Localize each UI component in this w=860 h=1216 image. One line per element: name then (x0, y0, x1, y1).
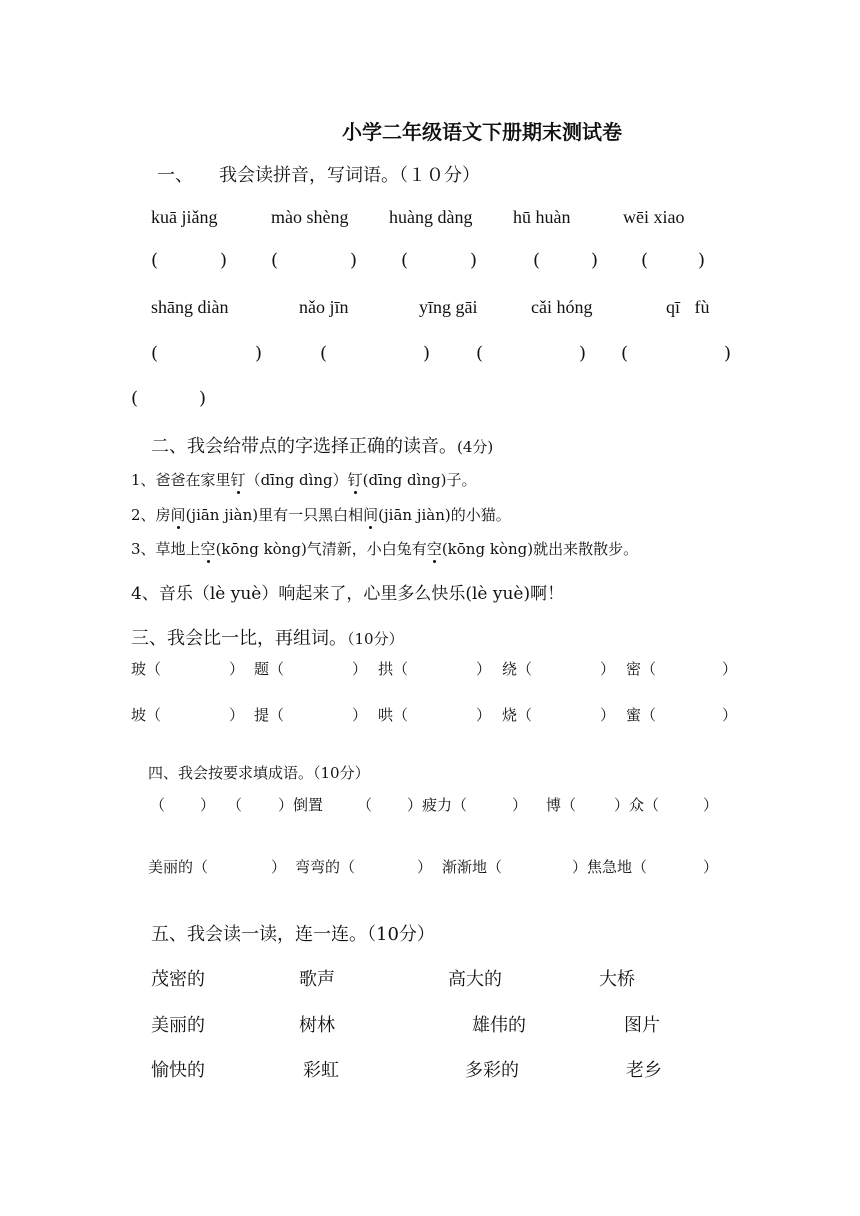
char-compare-close: ） (476, 660, 492, 678)
idiom-blank: ） (512, 796, 528, 814)
idiom-blank: ） (271, 858, 287, 876)
idiom-blank: ） (703, 796, 719, 814)
answer-blank-close: ) (579, 343, 587, 364)
char-compare-close: ） (600, 706, 616, 724)
section-1-heading: 我会读拼音，写词语。（１０分） (219, 165, 480, 186)
answer-blank-close: ) (423, 343, 431, 364)
question-2-2: 2、房间(jiān jiàn)里有一只黑白相间(jiān jiàn)的小猫。 (131, 506, 511, 524)
idiom-blank: ）疲力（ (407, 796, 468, 814)
section-3-heading: 三、我会比一比，再组词。 (131, 628, 347, 649)
idiom-blank: ）焦急地（ (572, 858, 648, 876)
question-2-3: 3、草地上空(kōng kòng)气清新，小白兔有空(kōng kòng)就出来散散步。 (131, 540, 639, 558)
match-word: 歌声 (299, 969, 335, 990)
match-word: 大桥 (599, 969, 635, 990)
section-3-heading-line (131, 624, 404, 650)
question-2-1: 1、爸爸在家里钉（dīng dìng）钉(dīng dìng)子。 (131, 471, 477, 489)
answer-blank-open: ( (151, 250, 159, 271)
section-2-heading-line (151, 432, 493, 458)
char-compare-item: 坡（ (131, 706, 162, 724)
match-word: 茂密的 (151, 969, 205, 990)
answer-blank-close: ) (591, 250, 599, 271)
pinyin-item: kuā jiǎng (151, 207, 218, 227)
section-2-score: (4分) (457, 438, 494, 456)
answer-blank-close: ) (350, 250, 358, 271)
page-title: 小学二年级语文下册期末测试卷 (342, 120, 622, 144)
char-compare-close: ） (352, 706, 368, 724)
idiom-blank: ） (417, 858, 433, 876)
idiom-blank: 渐渐地（ (442, 858, 503, 876)
idiom-blank: （ (150, 796, 166, 814)
char-compare-item: 拱（ (378, 660, 409, 678)
pinyin-item: mào shèng (271, 207, 349, 227)
match-word: 雄伟的 (472, 1015, 526, 1036)
answer-blank-open: ( (476, 343, 484, 364)
answer-blank-close: ) (255, 343, 263, 364)
dotted-char: 空 (426, 540, 442, 558)
pinyin-item: nǎo jīn (299, 297, 349, 317)
match-word: 老乡 (626, 1060, 662, 1081)
char-compare-item: 题（ (254, 660, 285, 678)
dotted-char: 钉 (230, 471, 246, 489)
char-compare-close: ） (352, 660, 368, 678)
answer-blank-close: ) (199, 388, 207, 409)
answer-blank-open: ( (131, 388, 139, 409)
char-compare-item: 绕（ (502, 660, 533, 678)
pinyin-item: huàng dàng (389, 207, 473, 227)
char-compare-close: ） (600, 660, 616, 678)
dotted-char: 间 (363, 506, 379, 524)
idiom-blank: 弯弯的（ (295, 858, 356, 876)
char-compare-item: 密（ (626, 660, 657, 678)
idiom-blank: 博（ (546, 796, 577, 814)
answer-blank-close: ) (220, 250, 228, 271)
question-2-4: 4、音乐（lè yuè）响起来了，心里多么快乐(lè yuè)啊！ (131, 584, 565, 604)
idiom-blank: （ (357, 796, 373, 814)
pinyin-item: shāng diàn (151, 297, 229, 317)
match-word: 美丽的 (151, 1015, 205, 1036)
answer-blank-open: ( (621, 343, 629, 364)
section-5-heading: 五、我会读一读，连一连。（10分） (151, 924, 435, 945)
pinyin-item: yīng gāi (419, 297, 478, 317)
answer-blank-open: ( (533, 250, 541, 271)
pinyin-item: hū huàn (513, 207, 571, 227)
answer-blank-open: ( (401, 250, 409, 271)
match-word: 彩虹 (303, 1060, 339, 1081)
idiom-blank: 美丽的（ (148, 858, 209, 876)
answer-blank-open: ( (151, 343, 159, 364)
match-word: 高大的 (448, 969, 502, 990)
answer-blank-close: ) (724, 343, 732, 364)
answer-blank-close: ) (470, 250, 478, 271)
char-compare-close: ） (229, 660, 245, 678)
dotted-char: 空 (200, 540, 216, 558)
pinyin-item: qī fù (666, 297, 710, 317)
dotted-char: 间 (170, 506, 186, 524)
section-3-score: （10分） (347, 630, 404, 648)
char-compare-close: ） (722, 660, 738, 678)
answer-blank-open: ( (641, 250, 649, 271)
dotted-char: 钉 (347, 471, 363, 489)
pinyin-item: wēi xiao (623, 207, 685, 227)
idiom-blank: ）倒置 (278, 796, 324, 814)
idiom-blank: ）众（ (614, 796, 660, 814)
char-compare-item: 玻（ (131, 660, 162, 678)
section-4-heading: 四、我会按要求填成语。（10分） (148, 764, 370, 782)
match-word: 树林 (299, 1015, 335, 1036)
char-compare-item: 蜜（ (626, 706, 657, 724)
answer-blank-close: ) (698, 250, 706, 271)
match-word: 多彩的 (465, 1060, 519, 1081)
char-compare-item: 哄（ (378, 706, 409, 724)
char-compare-item: 提（ (254, 706, 285, 724)
section-2-heading: 二、我会给带点的字选择正确的读音。 (151, 436, 457, 457)
char-compare-close: ） (229, 706, 245, 724)
match-word: 愉快的 (151, 1060, 205, 1081)
match-word: 图片 (624, 1015, 660, 1036)
idiom-blank: ） (703, 858, 719, 876)
idiom-blank: ） (200, 796, 216, 814)
char-compare-close: ） (722, 706, 738, 724)
answer-blank-open: ( (271, 250, 279, 271)
idiom-blank: （ (227, 796, 243, 814)
answer-blank-open: ( (320, 343, 328, 364)
char-compare-item: 烧（ (502, 706, 533, 724)
pinyin-item: cǎi hóng (531, 297, 593, 317)
section-1-number: 一、 (157, 165, 193, 186)
char-compare-close: ） (476, 706, 492, 724)
